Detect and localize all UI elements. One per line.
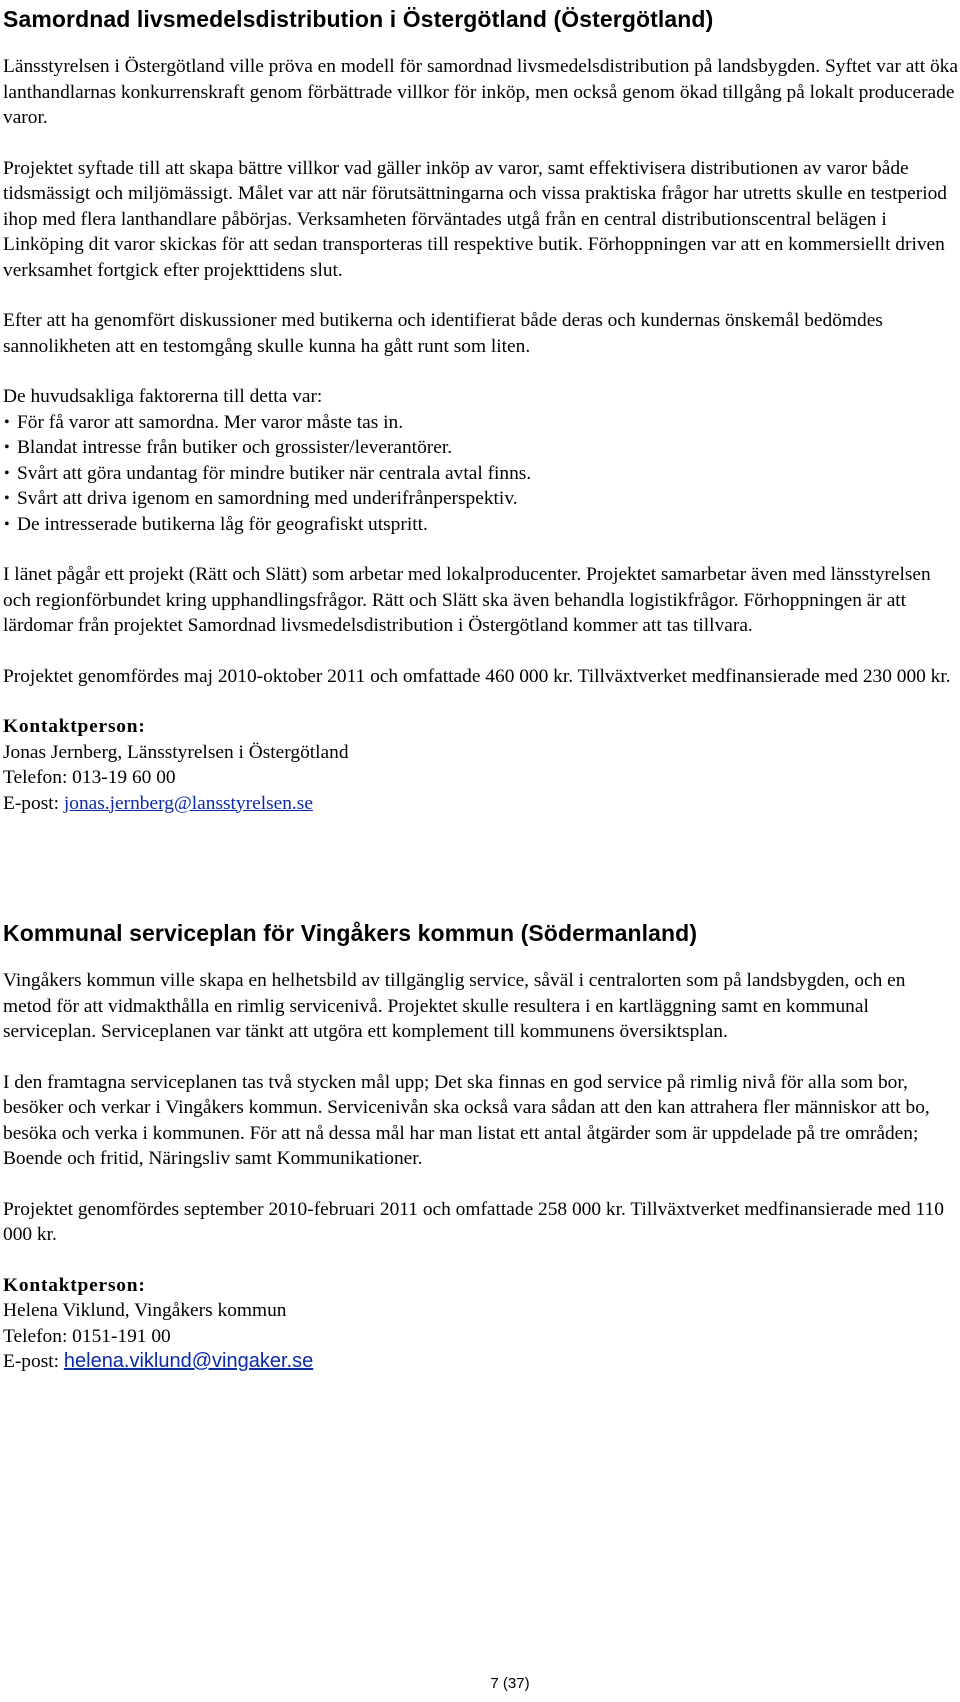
paragraph: Länsstyrelsen i Östergötland ville pröva en modell för samordnad livsmedelsdistribution på landsbygden. Syftet var att öka lanthandlarnas konkurrenskraft genom förbättrade villkor för inköp, men också genom ökad tillgång på lokalt producerade varor.: [3, 56, 958, 128]
section-spacer: [3, 841, 960, 918]
paragraph: Efter att ha genomfört diskussioner med butikerna och identifierat både deras och kundernas önskemål bedömdes sannolikheten att en testomgång skulle kunna ha gått runt som liten.: [3, 310, 883, 357]
list-item: • De intresserade butikerna låg för geografiskt utspritt.: [3, 512, 960, 538]
list-item: • Svårt att göra undantag för mindre butiker när centrala avtal finns.: [3, 461, 960, 487]
section-heading-samordnad: Samordnad livsmedelsdistribution i Östergötland (Östergötland): [3, 6, 714, 32]
paragraph: I länet pågår ett projekt (Rätt och Slätt) som arbetar med lokalproducenter. Projektet samarbetar även med länsstyrelsen och regionförbundet kring upphandlingsfrågor. Rätt och Slätt ska även behandla logistikfrågor. Förhoppningen är att lärdomar från projektet Samordnad livsmedelsdistribution i Östergötland kommer att tas tillvara.: [3, 564, 931, 636]
contact-email-row: E-post: jonas.jernberg@lansstyrelsen.se: [3, 792, 313, 814]
factors-list: [3, 410, 960, 538]
contact-email-row: E-post: helena.viklund@vingaker.se: [3, 1350, 314, 1372]
contact-phone: Telefon: 0151-191 00: [3, 1325, 171, 1347]
contact-label: Kontaktperson:: [3, 1274, 146, 1296]
paragraph: Vingåkers kommun ville skapa en helhetsbild av tillgänglig service, såväl i centralorten som på landsbygden, och en metod för att vidmakthålla en rimlig servicenivå. Projektet skulle resultera i en kartläggning samt en kommunal serviceplan. Serviceplanen var tänkt att utgöra ett komplement till kommunens översiktsplan.: [3, 970, 906, 1042]
paragraph: Projektet syftade till att skapa bättre villkor vad gäller inköp av varor, samt effektivisera distributionen av varor både tidsmässigt och miljömässigt. Målet var att när förutsättningarna och vissa praktiska frågor har utretts skulle en testperiod ihop med flera lanthandlare påbörjas. Verksamheten förväntades utgå från en central distributionscentral belägen i Linköping dit varor skickas för att sedan transporteras till respektive butik. Förhoppningen var att en kommersiellt driven verksamhet fortgick efter projekttidens slut.: [3, 157, 947, 281]
paragraph: Projektet genomfördes maj 2010-oktober 2011 och omfattade 460 000 kr. Tillväxtverket medfinansierade med 230 000 kr.: [3, 665, 951, 687]
section-heading-kommunal: Kommunal serviceplan för Vingåkers kommun (Södermanland): [3, 920, 698, 946]
list-item: • Svårt att driva igenom en samordning med underifrånperspektiv.: [3, 486, 960, 512]
paragraph: I den framtagna serviceplanen tas två stycken mål upp; Det ska finnas en god service på rimlig nivå för alla som bor, besöker och verkar i Vingåkers kommun. Servicenivån ska också vara sådan att den kan attrahera fler människor att bo, besöka och verka i kommunen. För att nå dessa mål har man listat ett antal åtgärder som är uppdelade på tre områden; Boende och fritid, Näringsliv samt Kommunikationer.: [3, 1071, 930, 1169]
paragraph: Projektet genomfördes september 2010-februari 2011 och omfattade 258 000 kr. Tillväxtverket medfinansierade med 110 000 kr.: [3, 1198, 944, 1245]
email-link[interactable]: jonas.jernberg@lansstyrelsen.se: [63, 792, 313, 814]
contact-block: [3, 714, 960, 816]
bullet-icon: •: [4, 413, 10, 431]
list-item: • Blandat intresse från butiker och grossister/leverantörer.: [3, 435, 960, 461]
page-number: 7 (37): [490, 1675, 530, 1692]
bullet-icon: •: [4, 439, 10, 456]
contact-label: Kontaktperson:: [3, 716, 146, 737]
bullet-icon: •: [4, 515, 10, 533]
contact-block: [3, 1273, 960, 1375]
factors-intro: De huvudsakliga faktorerna till detta var:: [3, 386, 323, 407]
email-link[interactable]: helena.viklund@vingaker.se: [63, 1350, 314, 1372]
contact-name: Jonas Jernberg, Länsstyrelsen i Östergötland: [3, 741, 349, 763]
bullet-icon: •: [4, 464, 10, 482]
bullet-icon: •: [4, 490, 10, 507]
contact-name: Helena Viklund, Vingåkers kommun: [3, 1300, 287, 1321]
list-item: • För få varor att samordna. Mer varor måste tas in.: [3, 410, 960, 436]
contact-phone: Telefon: 013-19 60 00: [3, 767, 176, 788]
